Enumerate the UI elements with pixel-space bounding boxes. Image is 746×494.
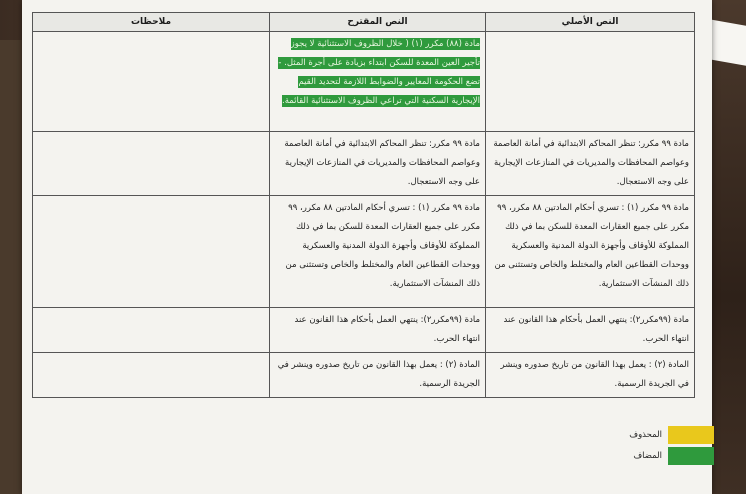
table-row	[33, 196, 695, 308]
legend-label-deleted: المحذوف	[629, 429, 662, 440]
cell-notes	[33, 353, 270, 398]
cell-original: مادة ٩٩ مكرر: تنظر المحاكم الابتدائية في أمانة العاصمة وعواصم المحافظات والمديريات في المنازعات الإيجارية على وجه الاستعجال.	[486, 132, 695, 196]
comparison-table	[32, 12, 695, 398]
cell-original	[486, 32, 695, 132]
table-row	[33, 353, 695, 398]
header-original-text: النص الأصلي	[486, 13, 695, 32]
legend-item-added	[633, 445, 714, 466]
cell-notes	[33, 308, 270, 353]
cell-notes	[33, 196, 270, 308]
cell-proposed: مادة ٩٩ مكرر (١) : تسري أحكام المادتين ٨٨ مكرر، ٩٩ مكرر على جميع العقارات المعدة للسكن بما في ذلك المملوكة للأوقاف وأجهزة الدولة المدنية والعسكرية ووحدات القطاعين العام والمختلط والخاص وتستثنى من ذلك المنشآت الاستثمارية.	[270, 196, 486, 308]
cell-proposed: مادة ٩٩ مكرر: تنظر المحاكم الابتدائية في أمانة العاصمة وعواصم المحافظات والمديريات في المنازعات الإيجارية على وجه الاستعجال.	[270, 132, 486, 196]
cell-notes	[33, 132, 270, 196]
legend-item-deleted	[629, 424, 714, 445]
table-row	[33, 132, 695, 196]
cell-original: مادة ٩٩ مكرر (١) : تسري أحكام المادتين ٨٨ مكرر، ٩٩ مكرر على جميع العقارات المعدة للسكن بما في ذلك المملوكة للأوقاف وأجهزة الدولة المدنية والعسكرية ووحدات القطاعين العام والمختلط والخاص وتستثنى من ذلك المنشآت الاستثمارية.	[486, 196, 695, 308]
cell-proposed: المادة (٢) : يعمل بهذا القانون من تاريخ صدوره وينشر في الجريدة الرسمية.	[270, 353, 486, 398]
cell-proposed	[270, 32, 486, 132]
color-legend	[629, 424, 714, 466]
cell-original: المادة (٢) : يعمل بهذا القانون من تاريخ صدوره وينشر في الجريدة الرسمية.	[486, 353, 695, 398]
cell-notes	[33, 32, 270, 132]
header-proposed-text: النص المقترح	[270, 13, 486, 32]
table-header-row	[33, 13, 695, 32]
legend-swatch-added	[668, 447, 714, 465]
legend-swatch-deleted	[668, 426, 714, 444]
header-notes: ملاحظات	[33, 13, 270, 32]
table-row	[33, 32, 695, 132]
table-row	[33, 308, 695, 353]
legend-label-added: المضاف	[633, 450, 662, 461]
cell-proposed: مادة (٩٩مكرر٢): ينتهي العمل بأحكام هذا القانون عند انتهاء الحرب.	[270, 308, 486, 353]
added-text-highlight: مادة (٨٨) مكرر (١) ( خلال الظروف الاستثنائية لا يجوز تأجير العين المعدة للسكن ابتداء بزيادة على أجرة المثل. - تضع الحكومة المعايير والضوابط اللازمة لتحديد القيم الإيجارية السكنية التي تراعي الظروف الاستثنائية القائمة.	[278, 39, 480, 106]
cell-original: مادة (٩٩مكرر٢): ينتهي العمل بأحكام هذا القانون عند انتهاء الحرب.	[486, 308, 695, 353]
